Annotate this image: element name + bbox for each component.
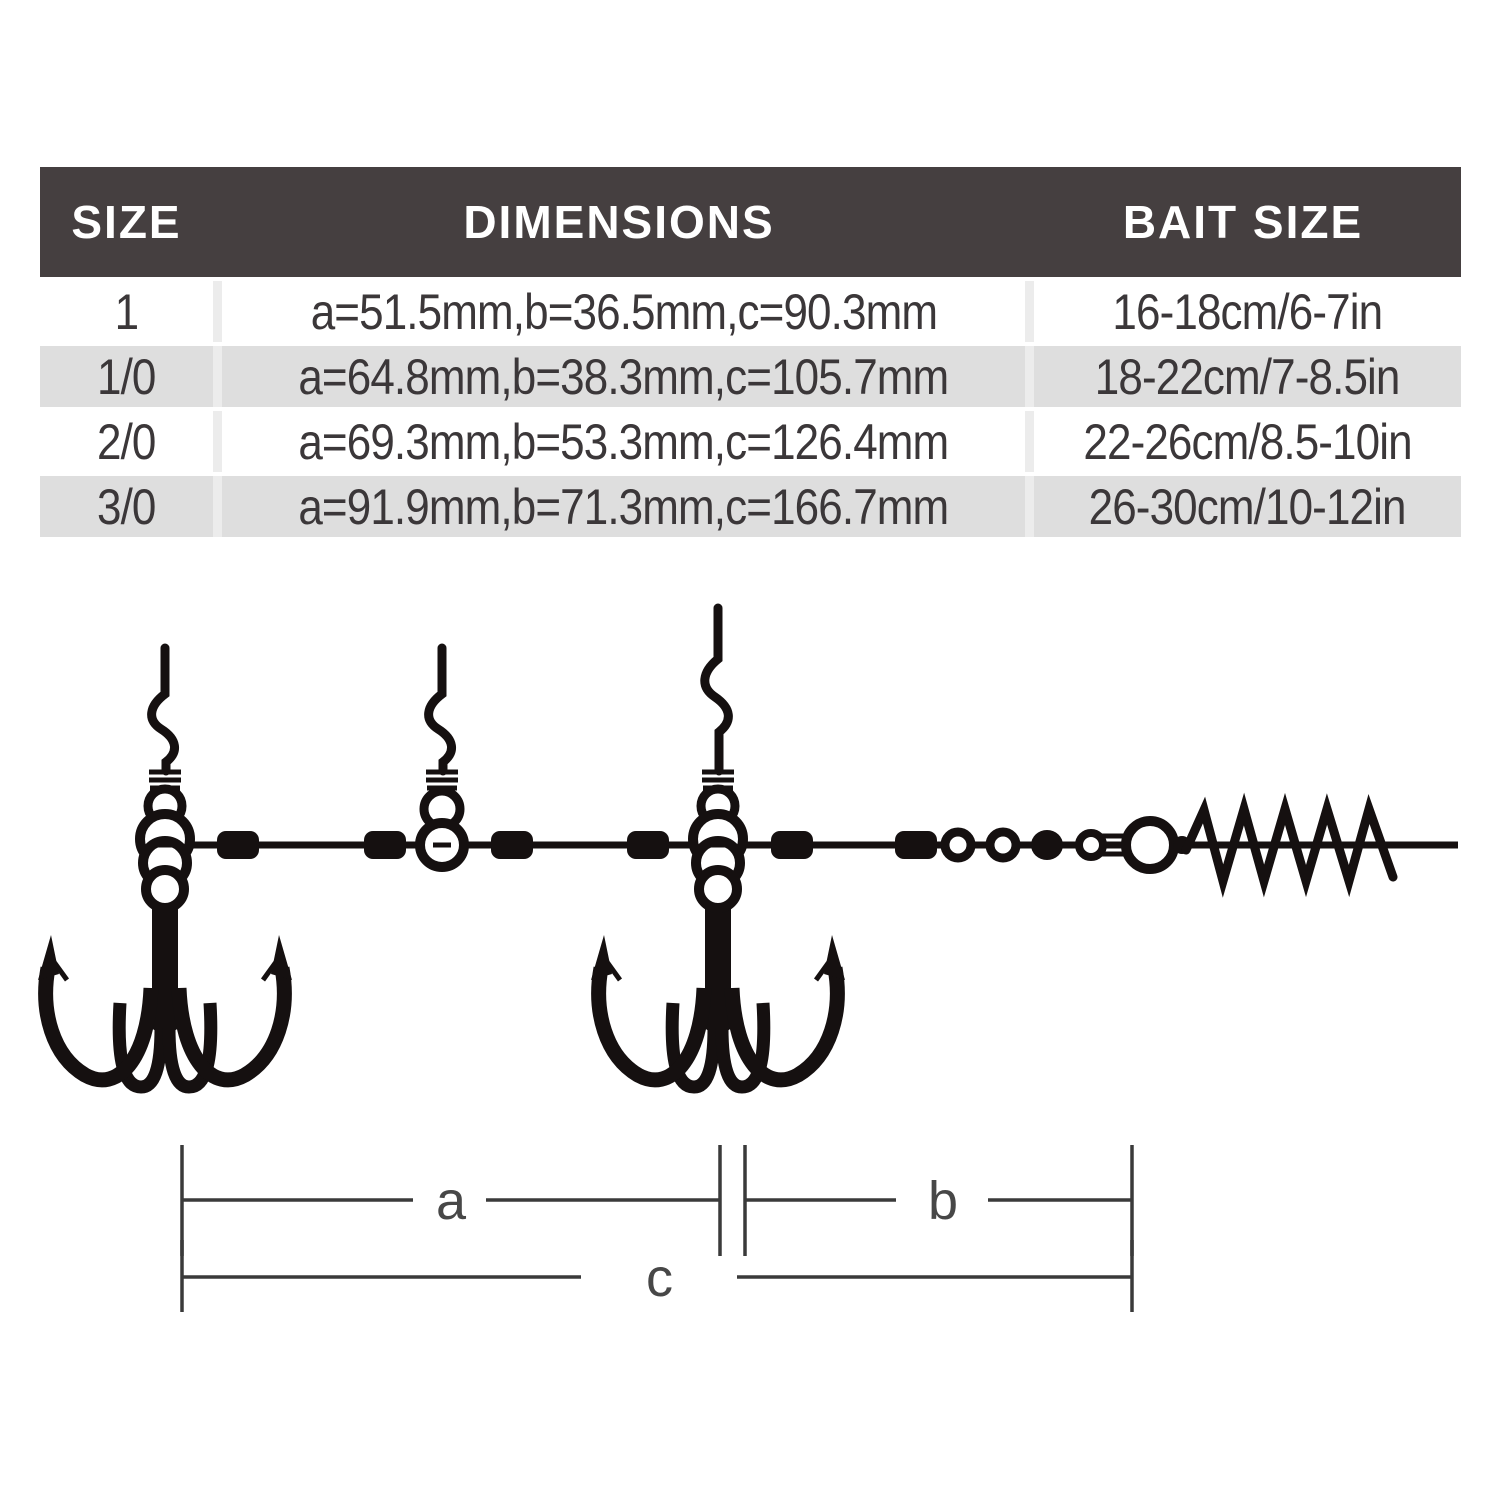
dimensions-value: a=91.9mm,b=71.3mm,c=166.7mm (222, 476, 1025, 537)
header-bait-size: BAIT SIZE (1122, 196, 1364, 248)
bait-size-value: 22-26cm/8.5-10in (1034, 411, 1461, 472)
dimension-line-ab (182, 1145, 1132, 1256)
size-value: 3/0 (40, 476, 213, 537)
dimensions-value: a=64.8mm,b=38.3mm,c=105.7mm (222, 346, 1025, 407)
split-ring-icon (1079, 833, 1103, 857)
dimension-line-c (182, 1240, 1132, 1312)
size-value: 2/0 (40, 411, 213, 472)
bead-icon (1031, 830, 1063, 860)
treble-hook-icon (38, 893, 292, 1087)
dim-label-c: c (646, 1248, 673, 1308)
dimensions-value: a=51.5mm,b=36.5mm,c=90.3mm (222, 281, 1025, 342)
swivel-rings-icon (140, 789, 190, 908)
split-ring-icon (945, 832, 971, 858)
wire-icon (705, 608, 729, 771)
bait-size-value: 26-30cm/10-12in (1034, 476, 1461, 537)
header-dimensions: DIMENSIONS (463, 196, 775, 248)
split-ring-icon (990, 832, 1016, 858)
left-treble-hook-assembly (38, 648, 292, 1087)
crimp-collar-icon (426, 772, 458, 788)
header-size: SIZE (71, 196, 182, 248)
size-value: 1/0 (40, 346, 213, 407)
dim-label-a: a (436, 1171, 467, 1231)
dim-label-b: b (928, 1171, 959, 1231)
swivel-rings-icon (693, 789, 743, 908)
middle-swivel-assembly (420, 648, 464, 867)
dimensions-value: a=69.3mm,b=53.3mm,c=126.4mm (222, 411, 1025, 472)
bait-size-value: 16-18cm/6-7in (1034, 281, 1461, 342)
pin-eye-ring-icon (1126, 821, 1174, 869)
bait-size-value: 18-22cm/7-8.5in (1034, 346, 1461, 407)
size-value: 1 (40, 281, 213, 342)
wire-icon (429, 648, 452, 771)
treble-hook-icon (591, 893, 845, 1087)
wire-icon (152, 648, 175, 771)
